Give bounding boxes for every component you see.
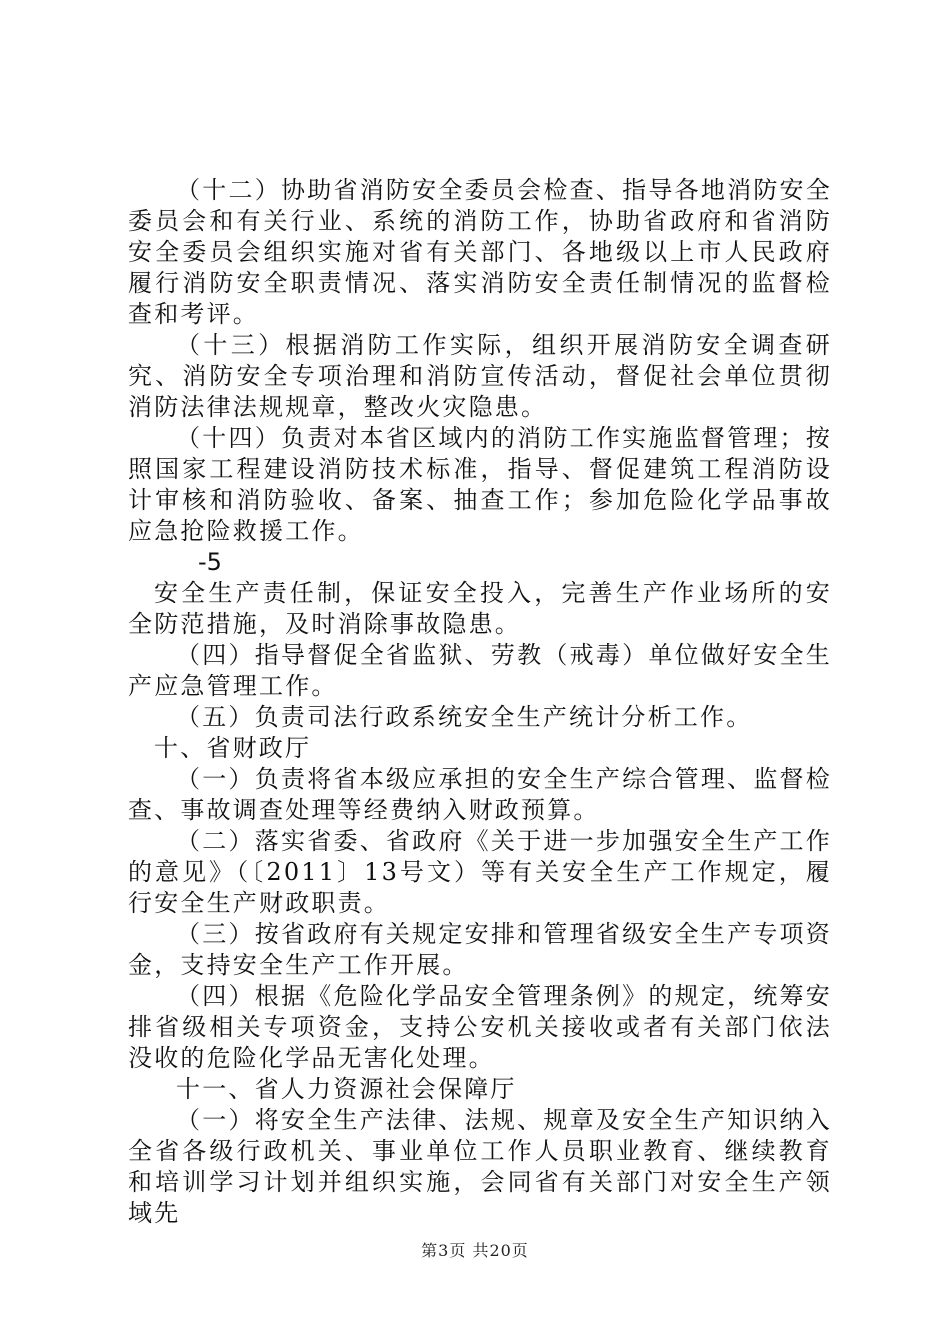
paragraph-item-12: （十二）协助省消防安全委员会检查、指导各地消防安全委员会和有关行业、系统的消防工作，协助省政府和省消防安全委员会组织实施对省有关部门、各地级以上市人民政府履行消防安全职责情况、落实消防安全责任制情况的监督检查和考评。 <box>128 176 832 328</box>
paragraph-item-1-hr: （一）将安全生产法律、法规、规章及安全生产知识纳入全省各级行政机关、事业单位工作人员职业教育、继续教育和培训学习计划并组织实施，会同省有关部门对安全生产领域先 <box>128 1106 832 1227</box>
section-heading-finance: 十、省财政厅 <box>154 734 312 762</box>
document-body <box>128 175 832 1229</box>
paragraph-continuation: 安全生产责任制，保证安全投入，完善生产作业场所的安全防范措施，及时消除事故隐患。 <box>128 579 832 638</box>
paragraph-item-1-finance: （一）负责将省本级应承担的安全生产综合管理、监督检查、事故调查处理等经费纳入财政预算。 <box>128 765 832 824</box>
paragraph-item-5-justice: （五）负责司法行政系统安全生产统计分析工作。 <box>176 703 753 731</box>
paragraph-item-2-finance: （二）落实省委、省政府《关于进一步加强安全生产工作的意见》（〔2011〕13号文）等有关安全生产工作规定，履行安全生产财政职责。 <box>128 827 832 917</box>
paragraph-item-4-finance: （四）根据《危险化学品安全管理条例》的规定，统筹安排省级相关专项资金，支持公安机关接收或者有关部门依法没收的危险化学品无害化处理。 <box>128 982 832 1072</box>
page-footer: 第3页 共20页 <box>421 1241 529 1260</box>
section-heading-hr: 十一、省人力资源社会保障厅 <box>176 1075 517 1103</box>
paragraph-item-3-finance: （三）按省政府有关规定安排和管理省级安全生产专项资金，支持安全生产工作开展。 <box>128 920 832 979</box>
page-number-marker: -5 <box>198 548 222 576</box>
paragraph-item-4-justice: （四）指导督促全省监狱、劳教（戒毒）单位做好安全生产应急管理工作。 <box>128 641 832 700</box>
paragraph-item-13: （十三）根据消防工作实际，组织开展消防安全调查研究、消防安全专项治理和消防宣传活动，督促社会单位贯彻消防法律法规规章，整改火灾隐患。 <box>128 331 832 421</box>
paragraph-item-14: （十四）负责对本省区域内的消防工作实施监督管理；按照国家工程建设消防技术标准，指导、督促建筑工程消防设计审核和消防验收、备案、抽查工作；参加危险化学品事故应急抢险救援工作。 <box>128 424 832 545</box>
